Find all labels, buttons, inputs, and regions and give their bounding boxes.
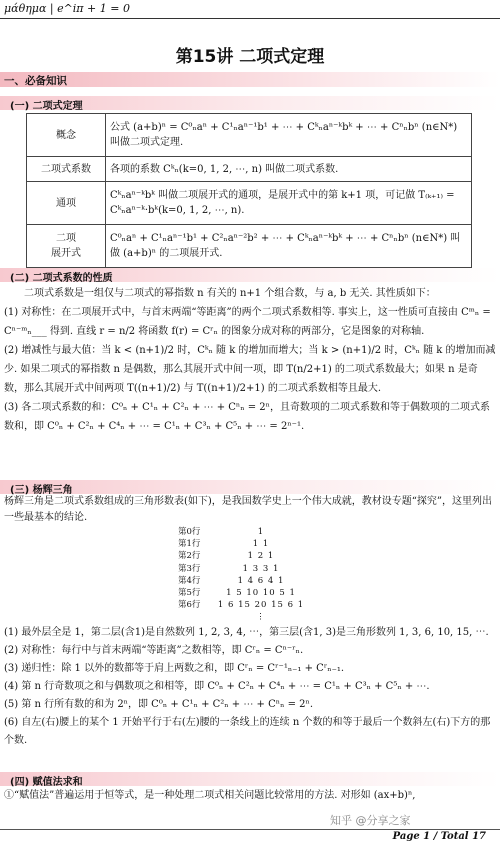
row-label: 第4行 — [178, 575, 201, 586]
table-row — [27, 225, 472, 268]
subsection-banner-3 — [0, 480, 500, 494]
table-value: 各项的系数 Cᵏₙ(k=0, 1, 2, ⋯, n) 叫做二项式系数. — [106, 157, 472, 182]
page-footer: Page 1 / Total 17 — [392, 831, 486, 842]
row-label: 第0行 — [178, 527, 201, 537]
table-row — [27, 157, 472, 182]
triangle-row — [178, 611, 358, 623]
paragraph: (2) 增减性与最大值：当 k < (n+1)/2 时，Cᵏₙ 随 k 的增加而增大；当 k > (n+1)/2 时，Cᵏₙ 随 k 的增加而减少. 如果二项式的幂指数 n 是偶数，那么其展开式中间一项，即 T(n/2+1) 的二项式系数最大；如果 n 是奇数，那么其展开式中间两项 T((n+1)/2) 与 T((n+1)/2+1) 的二项式系数相等且最大. — [4, 345, 496, 394]
triangle-row — [178, 587, 358, 599]
row-label: 第6行 — [178, 600, 201, 611]
row-numbers: 1 5 10 10 5 1 — [226, 587, 296, 598]
definition-table — [26, 113, 472, 268]
row-numbers: 1 — [257, 527, 265, 537]
section-heading: 一、必备知识 — [4, 75, 67, 87]
header-divider — [0, 18, 500, 19]
row-numbers: 1 1 — [252, 539, 270, 550]
triangle-row — [178, 575, 358, 587]
page-header — [0, 0, 500, 18]
table-row — [27, 182, 472, 225]
table-key: 通项 — [27, 182, 106, 225]
paragraph: (2) 对称性：每行中与首末两端“等距离”之数相等，即 Cʳₙ = Cⁿ⁻ʳₙ. — [4, 645, 304, 656]
paragraph: (3) 递归性：除 1 以外的数都等于肩上两数之和，即 Cʳₙ = Cʳ⁻¹ₙ₋₁ + Cʳₙ₋₁. — [4, 663, 345, 674]
triangle-row — [178, 563, 358, 575]
triangle-row — [178, 599, 358, 611]
table-value: 公式 (a+b)ⁿ = C⁰ₙaⁿ + C¹ₙaⁿ⁻¹b¹ + ⋯ + Cᵏₙaⁿ⁻ᵏbᵏ + ⋯ + Cⁿₙbⁿ (n∈N*) 叫做二项式定理. — [106, 114, 472, 157]
paragraph: (1) 最外层全是 1，第二层(含1)是自然数列 1, 2, 3, 4, ⋯，第三层(含1, 3)是三角形数列 1, 3, 6, 10, 15, ⋯. — [4, 627, 489, 638]
properties-text — [4, 284, 496, 436]
row-numbers: 1 4 6 4 1 — [237, 575, 285, 586]
row-label: 第1行 — [178, 539, 201, 550]
subsection-heading: (三) 杨辉三角 — [10, 485, 73, 496]
triangle-row — [178, 550, 358, 562]
assignment-text: ①“赋值法”普遍运用于恒等式，是一种处理二项式相关问题比较常用的方法. 对形如 (ax+b)ⁿ, — [4, 790, 416, 801]
table-key: 概念 — [27, 114, 106, 157]
subsection-heading: (二) 二项式系数的性质 — [10, 273, 113, 284]
row-numbers: ⋮ — [256, 612, 266, 623]
subsection-banner-4 — [0, 772, 500, 786]
paragraph: (4) 第 n 行奇数项之和与偶数项之和相等，即 C⁰ₙ + C²ₙ + C⁴ₙ + ⋯ = C¹ₙ + C³ₙ + C⁵ₙ + ⋯. — [4, 681, 430, 692]
table-key: 二项 展开式 — [27, 225, 106, 268]
footer-divider — [0, 829, 500, 830]
header-brand: μάθημα | e^iπ + 1 = 0 — [4, 2, 130, 15]
subsection-banner-2 — [0, 268, 500, 282]
table-key: 二项式系数 — [27, 157, 106, 182]
paragraph: (5) 第 n 行所有数的和为 2ⁿ，即 C⁰ₙ + C¹ₙ + C²ₙ + ⋯ + Cⁿₙ = 2ⁿ. — [4, 699, 313, 710]
triangle-row — [178, 538, 358, 550]
subsection-heading: (四) 赋值法求和 — [10, 777, 83, 788]
paragraph: (3) 各二项式系数的和：C⁰ₙ + C¹ₙ + C²ₙ + ⋯ + Cⁿₙ = 2ⁿ，且奇数项的二项式系数和等于偶数项的二项式系数和，即 C⁰ₙ + C²ₙ + C⁴ₙ + ⋯ = C¹ₙ + C³ₙ + C⁵ₙ + ⋯ = 2ⁿ⁻¹. — [4, 402, 490, 432]
table-value: Cᵏₙaⁿ⁻ᵏbᵏ 叫做二项展开式的通项，是展开式中的第 k+1 项，可记做 T₍ₖ₊₁₎ = Cᵏₙaⁿ⁻ᵏ·bᵏ(k=0, 1, 2, ⋯, n). — [106, 182, 472, 225]
page-title: 第15讲 二项式定理 — [175, 47, 325, 67]
section-banner-1 — [0, 72, 500, 87]
paragraph: 二项式系数是一组仅与二项式的幂指数 n 有关的 n+1 个组合数，与 a, b 无关. 其性质如下： — [24, 288, 436, 299]
paragraph: (6) 自左(右)腰上的某个 1 开始平行于右(左)腰的一条线上的连续 n 个数的和等于最后一个数斜左(右)下方的那个数. — [4, 717, 491, 746]
pascal-triangle — [178, 526, 358, 624]
triangle-conclusions — [4, 624, 496, 750]
watermark: 知乎 @分享之家 — [330, 814, 411, 827]
row-label: 第3行 — [178, 563, 201, 574]
triangle-intro: 杨辉三角是二项式系数组成的三角形数表(如下)，是我国数学史上一个伟大成就，教材设专题“探究”，这里列出一些最基本的结论. — [4, 496, 493, 523]
row-label: 第5行 — [178, 587, 201, 598]
triangle-row — [178, 526, 358, 538]
row-label: 第2行 — [178, 551, 201, 562]
row-numbers: 1 3 3 1 — [242, 563, 280, 574]
table-value: C⁰ₙaⁿ + C¹ₙaⁿ⁻¹b¹ + C²ₙaⁿ⁻²b² + ⋯ + Cᵏₙaⁿ⁻ᵏbᵏ + ⋯ + Cⁿₙbⁿ (n∈N*) 叫做 (a+b)ⁿ 的二项展开式. — [106, 225, 472, 268]
row-numbers: 1 2 1 — [247, 551, 275, 562]
paragraph: (1) 对称性：在二项展开式中，与首末两端“等距离”的两个二项式系数相等. 事实上，这一性质可直接由 Cᵐₙ = Cⁿ⁻ᵐₙ___ 得到. 直线 r = n/2 将函数 f(r) = Cʳₙ 的图象分成对称的两部分，它是图象的对称轴. — [4, 307, 491, 337]
row-numbers: 1 6 15 20 15 6 1 — [217, 600, 305, 611]
subsection-heading: (一) 二项式定理 — [10, 101, 83, 112]
subsection-banner-1 — [0, 96, 500, 110]
table-row — [27, 114, 472, 157]
